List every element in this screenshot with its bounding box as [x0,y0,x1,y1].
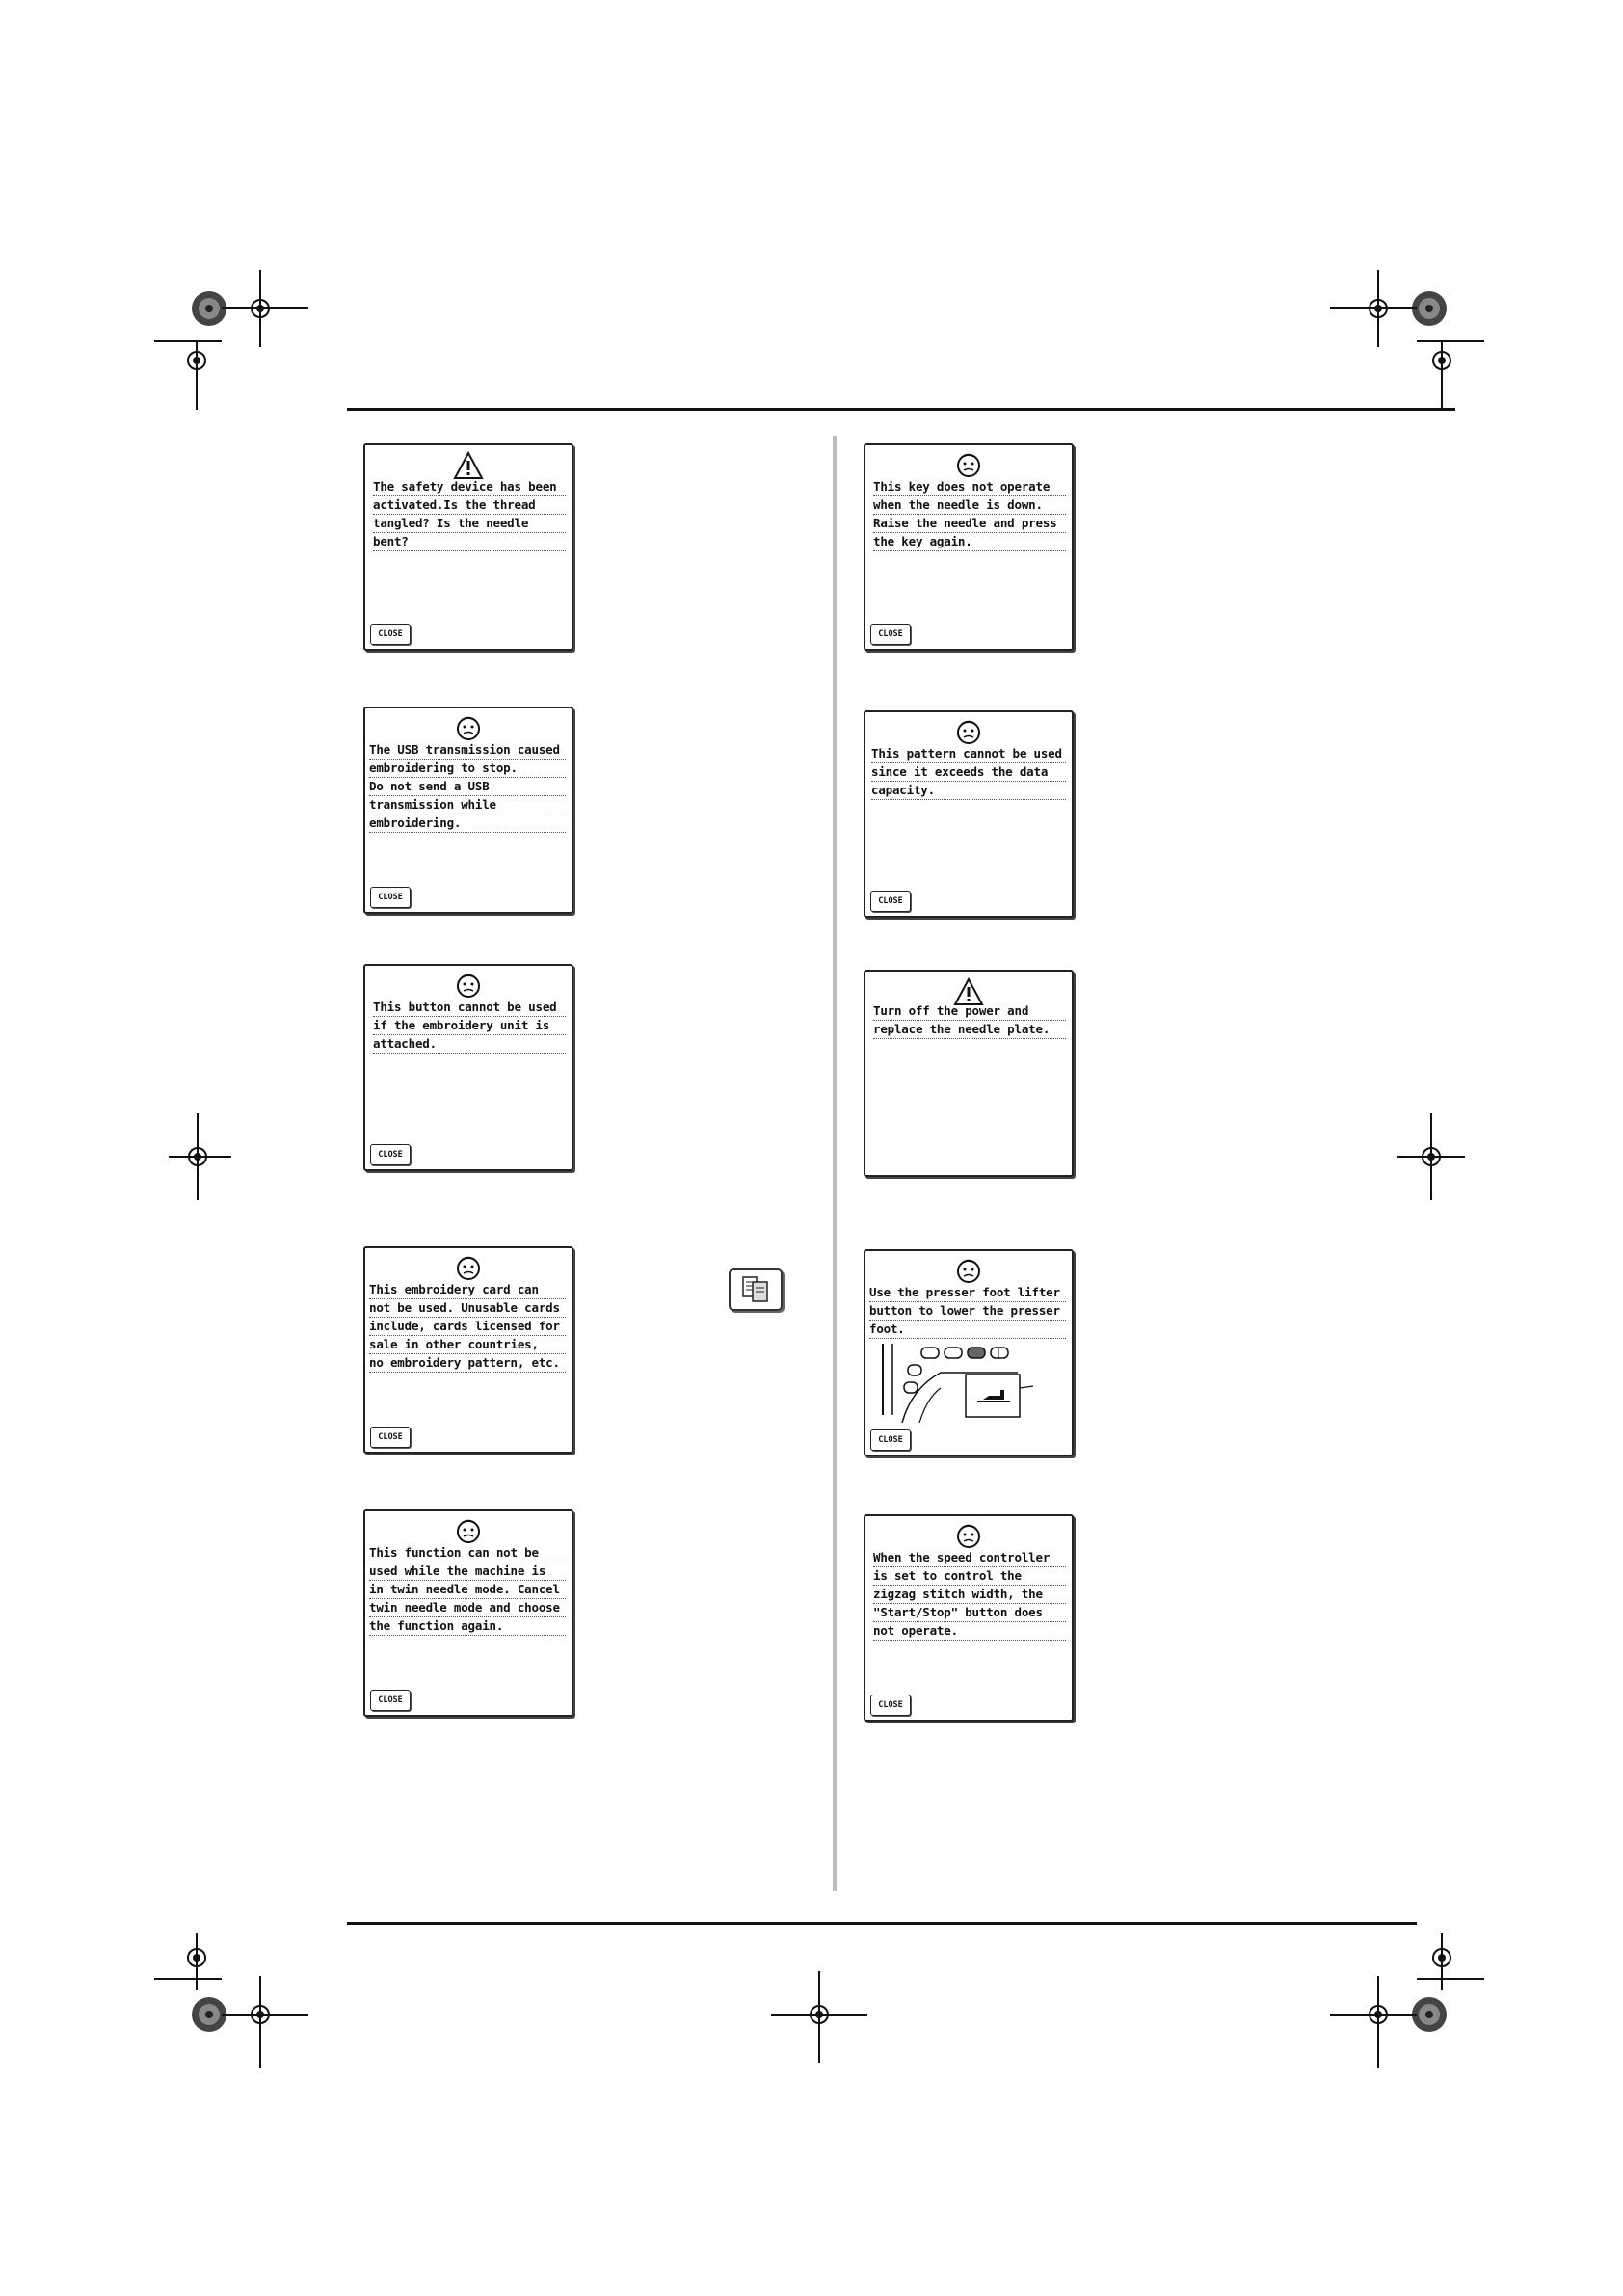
message-line: The safety device has been [373,478,566,496]
close-button[interactable]: CLOSE [870,1695,911,1716]
message-line: replace the needle plate. [873,1021,1066,1039]
header-rule [347,408,1455,411]
registration-mark-bottom-center [771,1971,867,2068]
message-line: not be used. Unusable cards [369,1299,566,1318]
message-line: button to lower the presser [869,1302,1066,1321]
message-line: tangled? Is the needle [373,515,566,533]
message-panel-twin-needle [363,1509,573,1717]
message-line: This button cannot be used [373,999,566,1017]
message-line: is set to control the [873,1567,1066,1586]
message-line: bent? [373,533,566,551]
message-line: capacity. [871,782,1066,800]
message-line: This key does not operate [873,478,1066,496]
message-line: When the speed controller [873,1549,1066,1567]
message-line: This pattern cannot be used [871,745,1066,763]
message-line: Do not send a USB [369,778,566,796]
registration-mark-top-right [1320,260,1484,414]
face-icon [453,972,484,1001]
face-icon [453,1517,484,1546]
face-icon [453,714,484,743]
message-line: the function again. [369,1617,566,1636]
message-panel-data-capacity [864,710,1074,918]
message-line: Use the presser foot lifter [869,1284,1066,1302]
message-line: Turn off the power and [873,1002,1066,1021]
message-line: used while the machine is [369,1562,566,1581]
message-panel-safety-device [363,443,573,651]
message-line: Raise the needle and press [873,515,1066,533]
message-line: in twin needle mode. Cancel [369,1581,566,1599]
message-line: zigzag stitch width, the [873,1586,1066,1604]
registration-mark-bottom-left [154,1933,318,2077]
registration-mark-mid-left [169,1113,236,1200]
message-line: include, cards licensed for [369,1318,566,1336]
message-line: embroidering. [369,814,566,833]
message-line: not operate. [873,1622,1066,1641]
close-button[interactable]: CLOSE [370,624,411,645]
column-divider [833,436,837,1891]
message-line: the key again. [873,533,1066,551]
message-panel-presser-foot [864,1249,1074,1456]
registration-mark-top-left [154,260,318,414]
message-line: if the embroidery unit is [373,1017,566,1035]
face-icon [453,1254,484,1283]
message-line: attached. [373,1035,566,1054]
registration-mark-bottom-right [1320,1933,1484,2077]
message-line: twin needle mode and choose [369,1599,566,1617]
face-icon [953,718,984,747]
message-line: This embroidery card can [369,1281,566,1299]
face-icon [953,1522,984,1551]
close-button[interactable]: CLOSE [370,1690,411,1711]
message-line: since it exceeds the data [871,763,1066,782]
face-icon [953,451,984,480]
face-icon [953,1257,984,1286]
close-button[interactable]: CLOSE [370,1144,411,1165]
message-line: foot. [869,1321,1066,1339]
message-panel-usb-transmission [363,707,573,914]
message-line: no embroidery pattern, etc. [369,1354,566,1373]
message-panel-needle-plate [864,970,1074,1177]
message-line: "Start/Stop" button does [873,1604,1066,1622]
message-panel-needle-down [864,443,1074,651]
message-panel-speed-controller [864,1514,1074,1722]
registration-mark-mid-right [1397,1113,1465,1200]
message-panel-embroidery-card [363,1246,573,1454]
close-button[interactable]: CLOSE [370,1427,411,1448]
message-line: transmission while [369,796,566,814]
message-line: when the needle is down. [873,496,1066,515]
close-button[interactable]: CLOSE [870,891,911,912]
message-line: embroidering to stop. [369,760,566,778]
presser-foot-lifter-illustration [873,1340,1062,1425]
message-line: sale in other countries, [369,1336,566,1354]
warning-icon [453,451,484,480]
message-panel-embroidery-unit [363,964,573,1171]
message-line: This function can not be [369,1544,566,1562]
close-button[interactable]: CLOSE [370,887,411,908]
message-line: The USB transmission caused [369,741,566,760]
message-line: activated.Is the thread [373,496,566,515]
close-button[interactable]: CLOSE [870,1429,911,1451]
footer-rule [347,1922,1417,1925]
embroidery-card-button-icon [729,1268,783,1311]
close-button[interactable]: CLOSE [870,624,911,645]
